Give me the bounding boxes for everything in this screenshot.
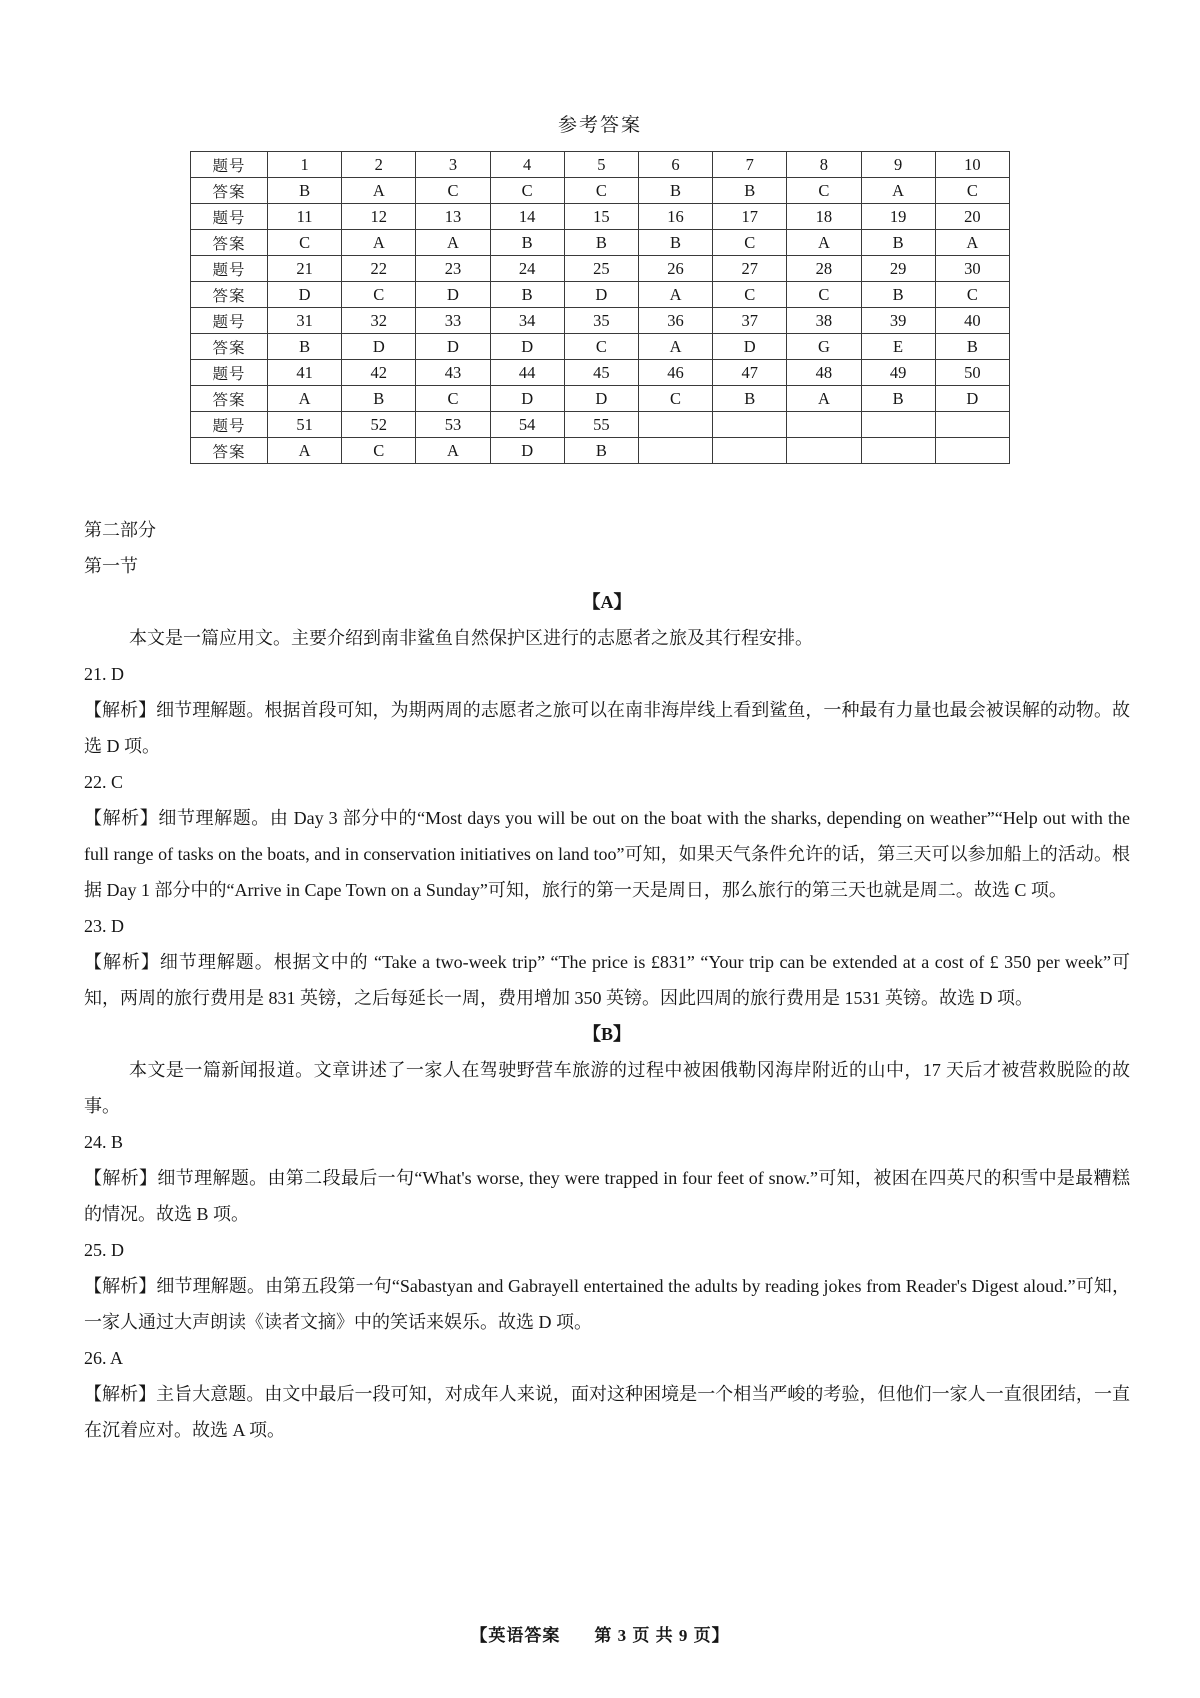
answer-cell [935, 438, 1009, 464]
answer-cell [861, 438, 935, 464]
answer-cell: 45 [564, 360, 638, 386]
answer-cell: A [416, 230, 490, 256]
analysis-25: 【解析】细节理解题。由第五段第一句“Sabastyan and Gabrayell entertained the adults by reading jokes from Reader's Digest aloud.”可知，一家人通过大声朗读《读者文摘》中的笑话来娱乐。故选 D 项。 [84, 1276, 1130, 1332]
answer-cell: 50 [935, 360, 1009, 386]
answer-cell: C [787, 282, 861, 308]
row-label-cell: 答案 [191, 334, 268, 360]
answer-cell: 21 [268, 256, 342, 282]
answer-cell: B [861, 282, 935, 308]
answer-cell: D [268, 282, 342, 308]
answer-cell: A [638, 334, 712, 360]
table-row [191, 152, 1010, 178]
answer-cell: A [342, 178, 416, 204]
answer-cell: 8 [787, 152, 861, 178]
answer-cell: 3 [416, 152, 490, 178]
answer-cell: 46 [638, 360, 712, 386]
answer-cell: C [935, 178, 1009, 204]
row-label-cell: 题号 [191, 308, 268, 334]
answer-cell: B [638, 230, 712, 256]
table-row [191, 308, 1010, 334]
passage-a-heading: 【A】 [582, 592, 632, 612]
row-label-cell: 答案 [191, 282, 268, 308]
answer-cell: 6 [638, 152, 712, 178]
analysis-22: 【解析】细节理解题。由 Day 3 部分中的“Most days you will be out on the boat with the sharks, depending on weather”“Help out with the full range of tasks on the boats, and in conservation initiatives on land too”可知，如果天气条件允许的话，第三天可以参加船上的活动。根据 Day 1 部分中的“Arrive in Cape Town on a Sunday”可知，旅行的第一天是周日，那么旅行的第三天也就是周二。故选 C 项。 [84, 808, 1130, 900]
answer-cell: 10 [935, 152, 1009, 178]
answer-cell: 20 [935, 204, 1009, 230]
table-row [191, 204, 1010, 230]
answer-cell: 43 [416, 360, 490, 386]
answer-cell: A [268, 386, 342, 412]
row-label-cell: 题号 [191, 360, 268, 386]
answer-cell: 22 [342, 256, 416, 282]
answer-table-body [191, 152, 1010, 464]
answer-cell: C [564, 178, 638, 204]
answer-cell: 15 [564, 204, 638, 230]
answer-cell: 13 [416, 204, 490, 230]
answer-cell: 29 [861, 256, 935, 282]
answer-cell: E [861, 334, 935, 360]
answer-cell: B [490, 230, 564, 256]
answer-cell [638, 438, 712, 464]
answer-cell: B [935, 334, 1009, 360]
answer-cell [713, 412, 787, 438]
answer-cell: A [787, 386, 861, 412]
page-footer [0, 1621, 1200, 1646]
answer-cell: A [935, 230, 1009, 256]
answer-cell: 7 [713, 152, 787, 178]
footer-doc-label: 【英语答案 [470, 1626, 561, 1645]
passage-b-summary: 本文是一篇新闻报道。文章讲述了一家人在驾驶野营车旅游的过程中被困俄勒冈海岸附近的山中，17 天后才被营救脱险的故事。 [84, 1060, 1130, 1116]
answer-cell: D [490, 334, 564, 360]
answer-cell: A [787, 230, 861, 256]
answer-cell: 31 [268, 308, 342, 334]
analysis-23: 【解析】细节理解题。根据文中的 “Take a two-week trip” “The price is £831” “Your trip can be extended at a cost of £ 350 per week”可知，两周的旅行费用是 831 英镑，之后每延长一周，费用增加 350 英镑。因此四周的旅行费用是 1531 英镑。故选 D 项。 [84, 952, 1130, 1008]
answer-cell: 23 [416, 256, 490, 282]
footer-page-info: 第 3 页 共 9 页】 [594, 1626, 730, 1645]
row-label-cell: 答案 [191, 178, 268, 204]
answer-cell: D [564, 386, 638, 412]
answer-cell: 34 [490, 308, 564, 334]
answer-number-23: 23. D [84, 916, 124, 936]
answer-cell: 14 [490, 204, 564, 230]
answer-cell: 12 [342, 204, 416, 230]
answer-cell: 53 [416, 412, 490, 438]
answer-cell: 32 [342, 308, 416, 334]
explanations-section [84, 512, 1130, 1448]
answer-cell: 36 [638, 308, 712, 334]
answer-cell: B [713, 178, 787, 204]
answer-cell [713, 438, 787, 464]
answer-cell: A [342, 230, 416, 256]
answer-cell: C [713, 230, 787, 256]
answer-number-25: 25. D [84, 1240, 124, 1260]
answer-cell: 44 [490, 360, 564, 386]
answer-cell: D [342, 334, 416, 360]
answer-cell: 26 [638, 256, 712, 282]
answer-cell: 40 [935, 308, 1009, 334]
answer-cell: 39 [861, 308, 935, 334]
answer-cell: 2 [342, 152, 416, 178]
answer-cell: D [713, 334, 787, 360]
answer-cell: 11 [268, 204, 342, 230]
answer-cell: A [861, 178, 935, 204]
table-row [191, 438, 1010, 464]
row-label-cell: 题号 [191, 152, 268, 178]
answer-number-21: 21. D [84, 664, 124, 684]
answer-cell: C [490, 178, 564, 204]
answer-cell: 4 [490, 152, 564, 178]
answer-cell: B [861, 386, 935, 412]
answer-cell: D [564, 282, 638, 308]
answer-cell: G [787, 334, 861, 360]
row-label-cell: 答案 [191, 386, 268, 412]
section-label: 第一节 [84, 556, 138, 576]
answer-cell: C [787, 178, 861, 204]
answer-cell: C [638, 386, 712, 412]
answer-number-24: 24. B [84, 1132, 124, 1152]
answer-cell: C [416, 178, 490, 204]
answer-cell: B [638, 178, 712, 204]
answer-cell: 16 [638, 204, 712, 230]
answer-cell: C [268, 230, 342, 256]
answer-cell: A [268, 438, 342, 464]
passage-b-heading: 【B】 [582, 1024, 631, 1044]
answer-cell [787, 412, 861, 438]
answer-cell: 19 [861, 204, 935, 230]
answer-cell: 1 [268, 152, 342, 178]
answer-cell: 17 [713, 204, 787, 230]
row-label-cell: 答案 [191, 230, 268, 256]
answer-cell: B [564, 230, 638, 256]
answer-cell: C [416, 386, 490, 412]
answer-table [190, 151, 1010, 464]
answer-cell: D [416, 282, 490, 308]
row-label-cell: 答案 [191, 438, 268, 464]
part-label: 第二部分 [84, 520, 156, 540]
answer-cell [787, 438, 861, 464]
row-label-cell: 题号 [191, 204, 268, 230]
answer-cell: 28 [787, 256, 861, 282]
passage-a-summary: 本文是一篇应用文。主要介绍到南非鲨鱼自然保护区进行的志愿者之旅及其行程安排。 [129, 628, 813, 648]
answer-cell: C [935, 282, 1009, 308]
answer-cell: 54 [490, 412, 564, 438]
answer-cell: 42 [342, 360, 416, 386]
answer-cell: B [490, 282, 564, 308]
answer-cell: 25 [564, 256, 638, 282]
answer-cell: D [490, 386, 564, 412]
answer-cell: B [713, 386, 787, 412]
answer-cell: 52 [342, 412, 416, 438]
page-title: 参考答案 [557, 115, 642, 136]
answer-cell: 37 [713, 308, 787, 334]
answer-cell: B [861, 230, 935, 256]
answer-cell: B [564, 438, 638, 464]
answer-number-26: 26. A [84, 1348, 124, 1368]
analysis-24: 【解析】细节理解题。由第二段最后一句“What's worse, they were trapped in four feet of snow.”可知，被困在四英尺的积雪中是最糟糕的情况。故选 B 项。 [84, 1168, 1130, 1224]
table-row [191, 282, 1010, 308]
table-row [191, 256, 1010, 282]
answer-cell: C [713, 282, 787, 308]
table-row [191, 386, 1010, 412]
answer-cell: C [342, 282, 416, 308]
row-label-cell: 题号 [191, 412, 268, 438]
answer-cell: 38 [787, 308, 861, 334]
answer-cell: 30 [935, 256, 1009, 282]
table-row [191, 334, 1010, 360]
answer-cell: B [342, 386, 416, 412]
answer-cell: C [342, 438, 416, 464]
answer-cell: A [416, 438, 490, 464]
answer-cell: 51 [268, 412, 342, 438]
answer-cell: D [490, 438, 564, 464]
answer-cell: A [638, 282, 712, 308]
answer-cell: D [416, 334, 490, 360]
analysis-21: 【解析】细节理解题。根据首段可知，为期两周的志愿者之旅可以在南非海岸线上看到鲨鱼，一种最有力量也最会被误解的动物。故选 D 项。 [84, 700, 1130, 756]
answer-cell: B [268, 178, 342, 204]
answer-cell: B [268, 334, 342, 360]
answer-cell: C [564, 334, 638, 360]
answer-cell: 35 [564, 308, 638, 334]
answer-cell: 55 [564, 412, 638, 438]
answer-number-22: 22. C [84, 772, 124, 792]
answer-cell: 41 [268, 360, 342, 386]
answer-cell: 24 [490, 256, 564, 282]
answer-cell: D [935, 386, 1009, 412]
table-row [191, 412, 1010, 438]
answer-cell: 49 [861, 360, 935, 386]
table-row [191, 230, 1010, 256]
analysis-26: 【解析】主旨大意题。由文中最后一段可知，对成年人来说，面对这种困境是一个相当严峻的考验，但他们一家人一直很团结，一直在沉着应对。故选 A 项。 [84, 1384, 1130, 1440]
answer-cell: 48 [787, 360, 861, 386]
row-label-cell: 题号 [191, 256, 268, 282]
answer-cell [861, 412, 935, 438]
answer-cell: 9 [861, 152, 935, 178]
answer-cell: 33 [416, 308, 490, 334]
answer-cell [638, 412, 712, 438]
answer-cell: 27 [713, 256, 787, 282]
answer-cell: 5 [564, 152, 638, 178]
answer-cell [935, 412, 1009, 438]
table-row [191, 360, 1010, 386]
answer-cell: 18 [787, 204, 861, 230]
table-row [191, 178, 1010, 204]
answer-cell: 47 [713, 360, 787, 386]
